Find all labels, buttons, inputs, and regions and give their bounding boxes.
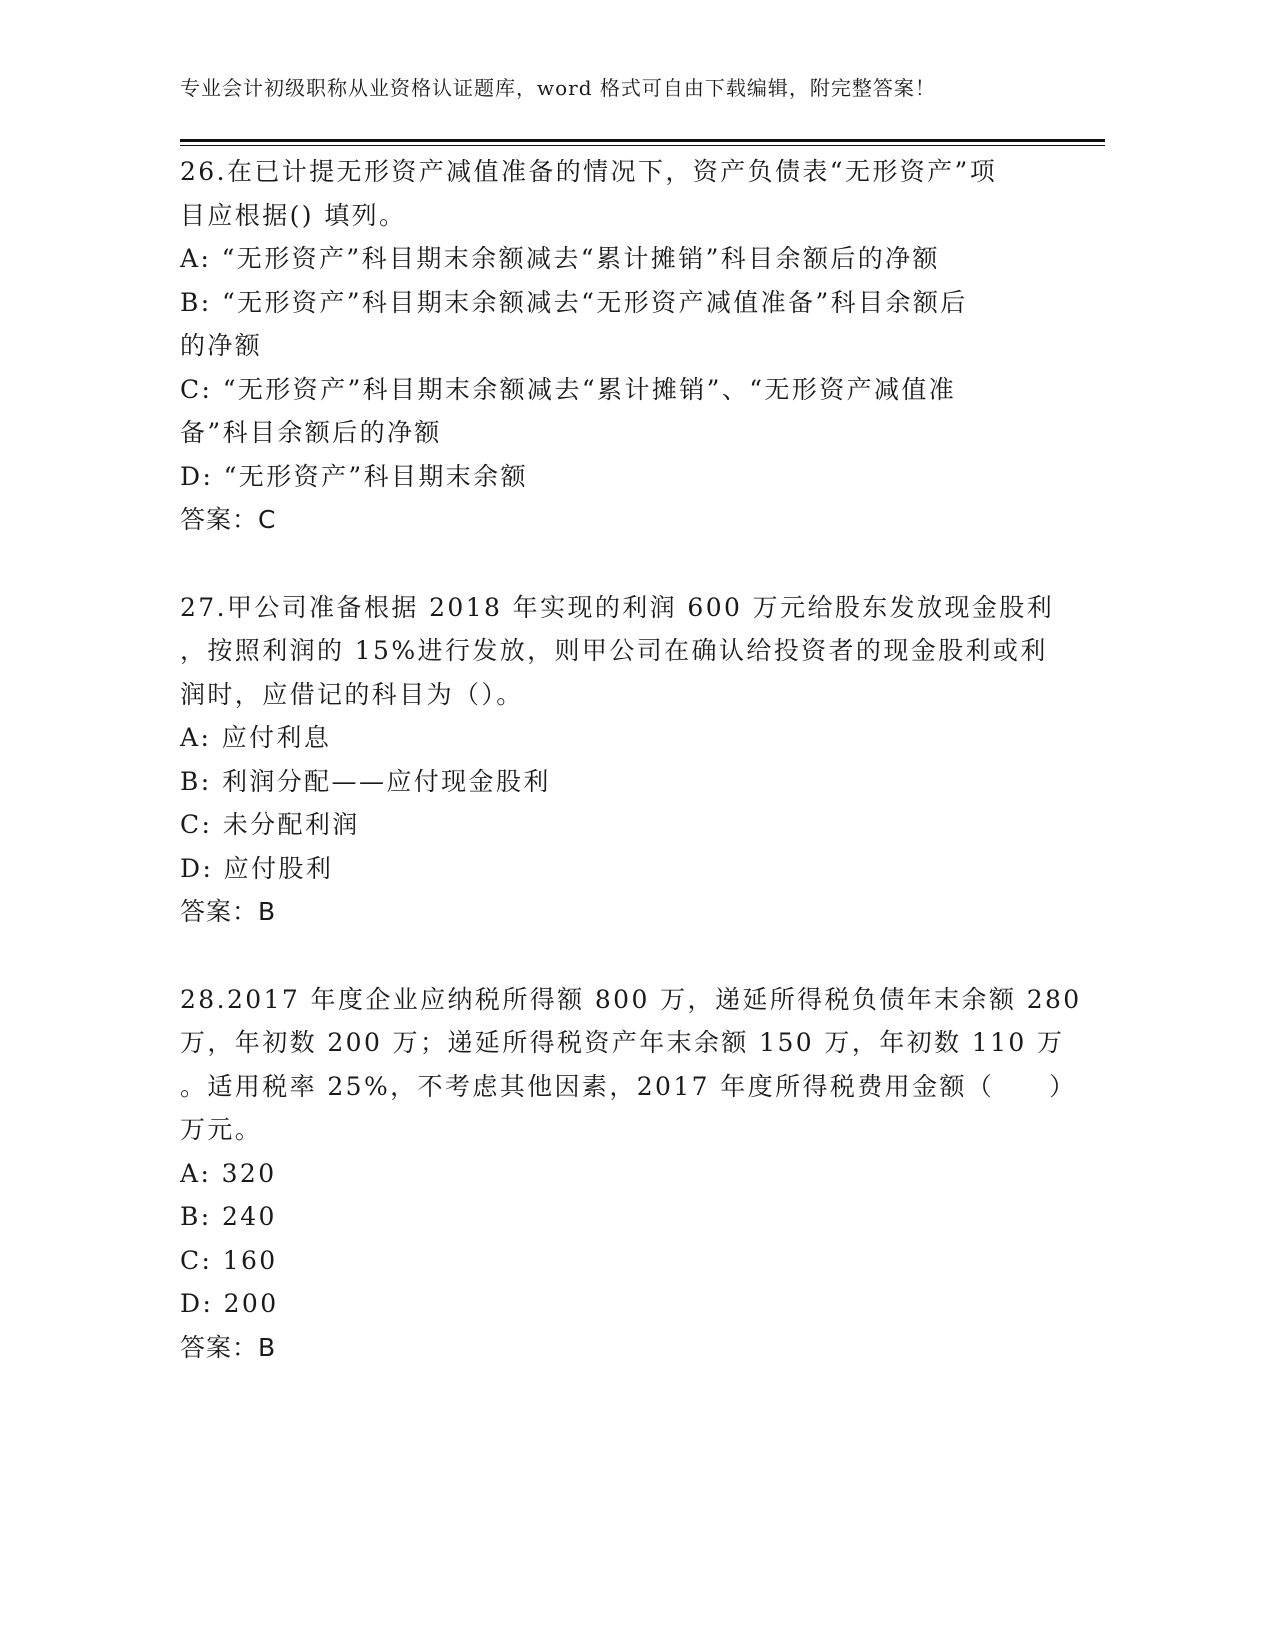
option-a: A: 320 — [180, 1158, 277, 1188]
question-28 — [180, 978, 1082, 1370]
option-c: C: “无形资产”科目期末余额减去“累计摊销”、“无形资产减值准 — [180, 374, 957, 404]
question-stem-line: 万，年初数 200 万；递延所得税资产年末余额 150 万，年初数 110 万 — [180, 1028, 1065, 1057]
question-stem-line: 27.甲公司准备根据 2018 年实现的利润 600 万元给股东发放现金股利 — [180, 592, 1055, 622]
question-stem-line: 26.在已计提无形资产减值准备的情况下，资产负债表“无形资产”项 — [180, 157, 998, 186]
option-d: D: 应付股利 — [180, 853, 334, 883]
question-stem-line: ，按照利润的 15%进行发放，则甲公司在确认给投资者的现金股利或利 — [180, 636, 1048, 665]
option-c: C: 160 — [180, 1245, 278, 1275]
document-page — [180, 0, 1105, 1650]
option-c: C: 未分配利润 — [180, 810, 360, 839]
option-a: A: “无形资产”科目期末余额减去“累计摊销”科目余额后的净额 — [180, 244, 940, 273]
answer-label: 答案：B — [180, 897, 277, 926]
question-stem-line: 润时，应借记的科目为（）。 — [180, 679, 524, 709]
option-c-continued: 备”科目余额后的净额 — [180, 418, 442, 447]
option-b: B: 利润分配——应付现金股利 — [180, 766, 551, 796]
question-stem-line: 28.2017 年度企业应纳税所得额 800 万，递延所得税负债年末余额 280 — [180, 984, 1082, 1014]
option-d: D: “无形资产”科目期末余额 — [180, 461, 528, 491]
question-stem-line: 目应根据() 填列。 — [180, 200, 407, 230]
question-27 — [180, 586, 1055, 934]
answer-label: 答案：C — [180, 505, 277, 534]
option-b: B: “无形资产”科目期末余额减去“无形资产减值准备”科目余额后 — [180, 287, 968, 317]
question-stem-line: 万元。 — [180, 1115, 263, 1144]
question-list — [180, 150, 1082, 1413]
option-b: B: 240 — [180, 1202, 277, 1231]
header-rule-thin — [180, 145, 1105, 146]
question-stem-line: 。适用税率 25%，不考虑其他因素，2017 年度所得税费用金额（ ） — [180, 1071, 1077, 1101]
option-a: A: 应付利息 — [180, 723, 332, 752]
option-d: D: 200 — [180, 1289, 279, 1318]
option-b-continued: 的净额 — [180, 331, 263, 360]
header-rule-thick — [180, 139, 1105, 142]
answer-label: 答案：B — [180, 1332, 277, 1362]
question-26 — [180, 150, 1040, 542]
document-header: 专业会计初级职称从业资格认证题库，word 格式可自由下载编辑，附完整答案！ — [180, 76, 936, 100]
